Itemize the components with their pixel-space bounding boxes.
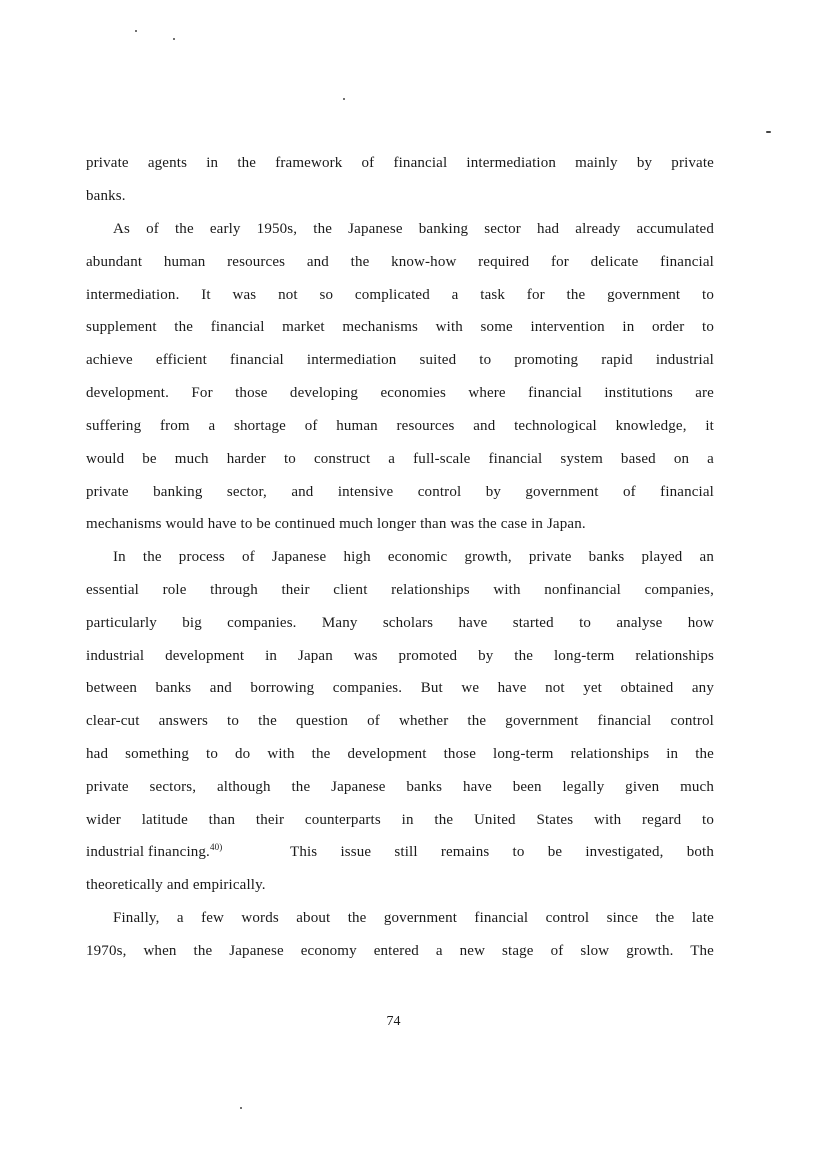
body-line: private banking sector, and intensive control by government of financial [86,484,714,500]
body-line: would be much harder to construct a full-scale financial system based on a [86,451,714,467]
body-line: suffering from a shortage of human resources and technological knowledge, it [86,418,714,434]
paragraph-first-line: As of the early 1950s, the Japanese banking sector had already accumulated [113,221,714,237]
scan-speck [766,131,771,133]
body-line: mechanisms would have to be continued much longer than was the case in Japan. [86,516,586,532]
body-line: particularly big companies. Many scholars have started to analyse how [86,615,714,631]
body-line: between banks and borrowing companies. But we have not yet obtained any [86,680,714,696]
body-line: supplement the financial market mechanisms with some intervention in order to [86,319,714,335]
body-line: industrial development in Japan was promoted by the long-term relationships [86,648,714,664]
paragraph-first-line: Finally, a few words about the government financial control since the late [113,910,714,926]
body-line: 1970s, when the Japanese economy entered a new stage of slow growth. The [86,943,714,959]
scan-speck [173,38,175,40]
scan-speck [135,30,137,32]
body-text-fragment: This issue still remains to be investigated, both [290,844,714,860]
body-line: essential role through their client relationships with nonfinancial companies, [86,582,714,598]
body-line: abundant human resources and the know-how required for delicate financial [86,254,714,270]
page-number: 74 [386,1014,401,1029]
body-line: intermediation. It was not so complicated a task for the government to [86,287,714,303]
body-line: had something to do with the development those long-term relationships in the [86,746,714,762]
body-line-with-footnote [86,842,714,862]
scan-speck [240,1107,242,1109]
body-line: development. For those developing economies where financial institutions are [86,385,714,401]
body-line: theoretically and empirically. [86,877,266,893]
body-line: clear-cut answers to the question of whether the government financial control [86,713,714,729]
body-line: banks. [86,188,126,204]
paragraph-first-line: In the process of Japanese high economic growth, private banks played an [113,549,714,565]
body-line: achieve efficient financial intermediation suited to promoting rapid industrial [86,352,714,368]
body-text-fragment: industrial financing. [86,844,210,860]
body-line: wider latitude than their counterparts in the United States with regard to [86,812,714,828]
body-line: private sectors, although the Japanese banks have been legally given much [86,779,714,795]
footnote-reference: 40) [209,842,223,852]
body-line: private agents in the framework of financial intermediation mainly by private [86,155,714,171]
scan-speck [343,98,345,100]
